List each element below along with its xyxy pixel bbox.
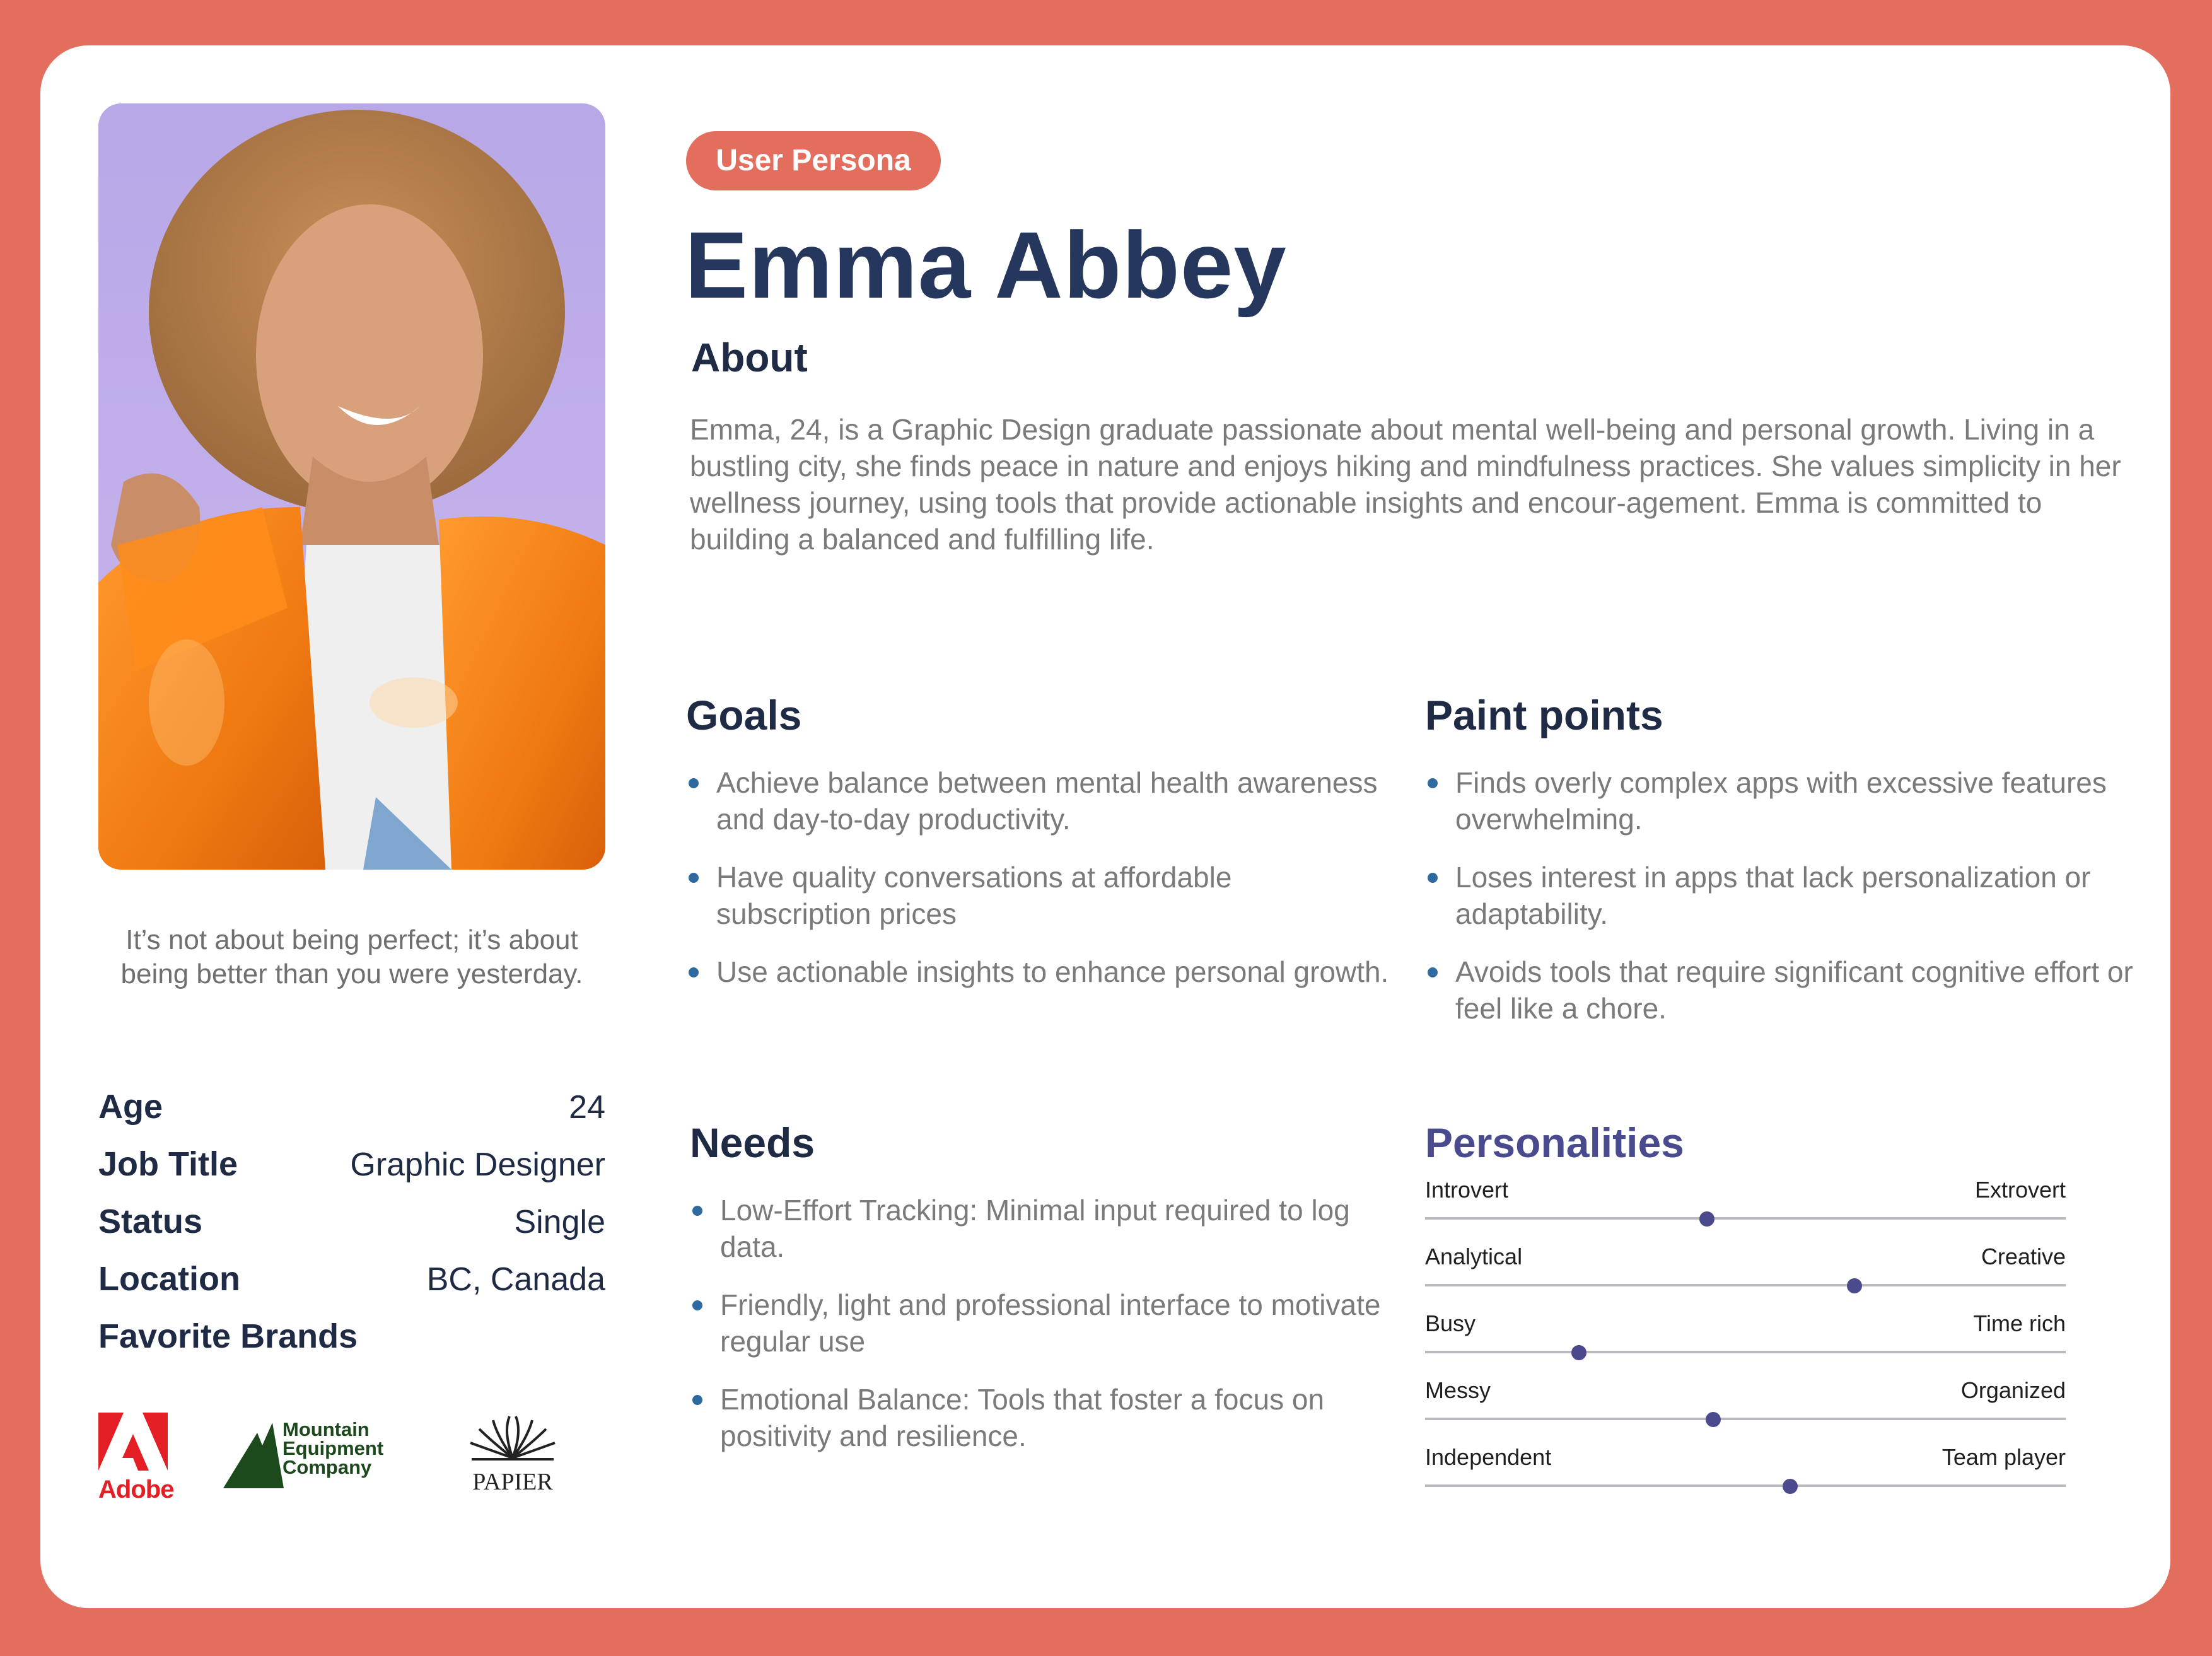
slider-track	[1425, 1351, 2066, 1353]
fact-value: 24	[569, 1089, 605, 1126]
fact-location	[98, 1259, 605, 1317]
fact-value: Single	[514, 1204, 605, 1240]
mec-logo	[223, 1420, 393, 1496]
bullet-icon	[692, 1395, 702, 1405]
bullet-icon	[692, 1300, 702, 1310]
bullet-icon	[689, 778, 699, 788]
fact-status	[98, 1202, 605, 1259]
slider-right-label: Time rich	[1973, 1310, 2066, 1336]
slider-track	[1425, 1284, 2066, 1286]
persona-photo	[98, 103, 605, 870]
fact-label: Job Title	[98, 1145, 238, 1183]
personality-slider	[1425, 1307, 2066, 1373]
slider-knob	[1699, 1211, 1714, 1227]
need-text: Low-Effort Tracking: Minimal input required to log data.	[720, 1194, 1350, 1263]
papier-logo	[465, 1413, 560, 1507]
personality-slider	[1425, 1373, 2066, 1440]
fact-label: Location	[98, 1260, 240, 1298]
needs-section	[690, 1119, 1396, 1476]
list-item	[1425, 859, 2169, 932]
list-item	[686, 859, 1392, 932]
about-heading: About	[691, 335, 808, 380]
personality-slider	[1425, 1173, 2066, 1240]
list-item	[690, 1286, 1396, 1360]
slider-left-label: Independent	[1425, 1444, 1552, 1470]
need-text: Emotional Balance: Tools that foster a focus on positivity and resilience.	[720, 1383, 1325, 1452]
bullet-icon	[692, 1206, 702, 1216]
slider-knob	[1571, 1345, 1586, 1360]
fact-value: Graphic Designer	[350, 1146, 605, 1183]
personality-sliders	[1425, 1173, 2066, 1507]
fact-label: Status	[98, 1203, 203, 1240]
slider-left-label: Messy	[1425, 1377, 1491, 1403]
slider-knob	[1706, 1412, 1721, 1427]
slider-track	[1425, 1418, 2066, 1420]
goal-text: Use actionable insights to enhance personal growth.	[716, 955, 1389, 988]
about-text: Emma, 24, is a Graphic Design graduate passionate about mental well-being and personal growth. Living in a bustling city, she finds peace in nature and enjoys hiking and mindfulness practices. She values simplicity in her wellness journey, using tools that provide actionable insights and encour-agement. Emma is committed to building a balanced and fulfilling life.	[690, 413, 2121, 556]
slider-left-label: Analytical	[1425, 1244, 1523, 1269]
goals-heading: Goals	[686, 692, 802, 738]
persona-quote: It’s not about being perfect; it’s about being better than you were yesterday.	[120, 924, 583, 989]
persona-facts	[98, 1087, 605, 1374]
bullet-icon	[1428, 873, 1438, 883]
bullet-icon	[689, 967, 699, 977]
slider-right-label: Team player	[1941, 1444, 2066, 1470]
slider-left-label: Introvert	[1425, 1177, 1509, 1203]
pain-points-section	[1425, 691, 2169, 1048]
slider-knob	[1783, 1479, 1798, 1494]
goals-section	[686, 691, 1392, 1012]
pain-points-list	[1425, 764, 2169, 1027]
personality-slider	[1425, 1440, 2066, 1507]
need-text: Friendly, light and professional interface to motivate regular use	[720, 1288, 1381, 1358]
personalities-heading: Personalities	[1425, 1119, 1684, 1166]
list-item	[1425, 764, 2169, 837]
fact-age	[98, 1087, 605, 1145]
list-item	[690, 1192, 1396, 1265]
goal-text: Have quality conversations at affordable subscription prices	[716, 861, 1232, 930]
slider-knob	[1847, 1278, 1862, 1293]
slider-left-label: Busy	[1425, 1310, 1476, 1336]
favorite-brands	[98, 1413, 605, 1526]
list-item	[686, 764, 1392, 837]
pain-points-heading: Paint points	[1425, 692, 1663, 738]
pain-text: Avoids tools that require significant cognitive effort or feel like a chore.	[1455, 955, 2133, 1025]
pain-text: Finds overly complex apps with excessive features overwhelming.	[1455, 766, 2107, 836]
needs-heading: Needs	[690, 1119, 815, 1166]
bullet-icon	[1428, 778, 1438, 788]
needs-list	[690, 1192, 1396, 1454]
slider-right-label: Extrovert	[1974, 1177, 2066, 1203]
adobe-logo	[98, 1413, 174, 1507]
fact-favorite-brands	[98, 1317, 605, 1374]
brand-name: Adobe	[98, 1476, 174, 1503]
bullet-icon	[1428, 967, 1438, 977]
fact-label: Favorite Brands	[98, 1317, 358, 1355]
bullet-icon	[689, 873, 699, 883]
persona-card	[40, 45, 2170, 1608]
personality-slider	[1425, 1240, 2066, 1307]
list-item	[690, 1381, 1396, 1454]
goal-text: Achieve balance between mental health awareness and day-to-day productivity.	[716, 766, 1378, 836]
user-persona-badge: User Persona	[686, 131, 941, 190]
pain-text: Loses interest in apps that lack personalization or adaptability.	[1455, 861, 2091, 930]
fact-value: BC, Canada	[426, 1261, 605, 1298]
personalities-section	[1425, 1119, 2066, 1507]
slider-right-label: Creative	[1981, 1244, 2066, 1269]
list-item	[1425, 953, 2169, 1027]
slider-track	[1425, 1484, 2066, 1487]
slider-right-label: Organized	[1960, 1377, 2066, 1403]
goals-list	[686, 764, 1392, 990]
fact-job-title	[98, 1145, 605, 1202]
list-item	[686, 953, 1392, 990]
fact-label: Age	[98, 1088, 163, 1126]
slider-track	[1425, 1217, 2066, 1220]
brand-name: PAPIER	[472, 1469, 553, 1495]
brand-name: Mountain Equipment Company	[282, 1418, 384, 1478]
persona-name: Emma Abbey	[685, 212, 1287, 318]
